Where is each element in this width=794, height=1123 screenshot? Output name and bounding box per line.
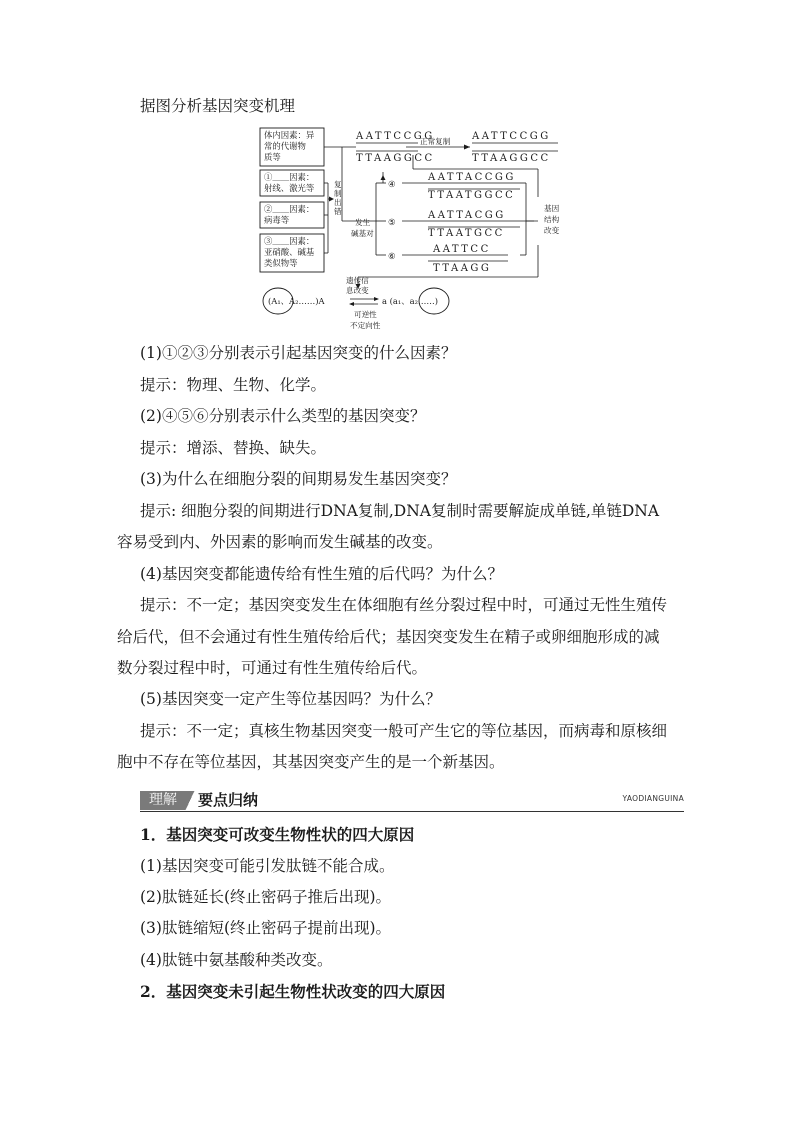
box1-line3: 质等 [264, 152, 281, 162]
box1-line1: 体内因素：异 [264, 130, 315, 140]
banner-slash [184, 791, 196, 810]
question-3: (3)为什么在细胞分裂的间期易发生基因突变？ [140, 470, 457, 488]
answer-3-line-2: 容易受到内、外因素的影响而发生碱基的改变。 [117, 533, 443, 551]
box3-line2: 病毒等 [264, 215, 290, 225]
question-4: (4)基因突变都能遗传给有性生殖的后代吗？为什么？ [140, 565, 503, 583]
answer-3-line-1: 提示: 细胞分裂的间期进行DNA复制,DNA复制时需要解旋成单链,单链DNA [140, 502, 660, 520]
marker-5: ⑤ [388, 217, 396, 227]
replication-error-4: 错 [334, 207, 342, 216]
base-pair-change-2: 碱基对 [351, 229, 374, 238]
nondirectional-label: 不定向性 [350, 321, 381, 330]
allele-right: a (a₁、a₂……) [382, 296, 439, 306]
marker-6: ⑥ [388, 251, 396, 261]
summary-point-2: 2．基因突变未引起生物性状改变的四大原因 [140, 982, 446, 1001]
box4-line2: 亚硝酸、碱基 [264, 247, 315, 257]
section-heading: 据图分析基因突变机理 [140, 97, 296, 115]
answer-5-line-1: 提示：不一定；真核生物基因突变一般可产生它的等位基因，而病毒和原核细 [140, 722, 668, 740]
summary-item-4: (4)肽链中氨基酸种类改变。 [140, 951, 333, 969]
question-2: (2)④⑤⑥分别表示什么类型的基因突变？ [140, 407, 426, 425]
normal-replication-label: 正常复制 [420, 137, 451, 146]
reversibility-label: 可逆性 [354, 310, 377, 319]
m5-bottom-strand: TTAATGCC [428, 228, 505, 239]
question-1: (1)①②③分别表示引起基因突变的什么因素？ [140, 344, 457, 362]
genetic-info-change-1: 遗传信 [346, 276, 369, 285]
m4-top-strand: AATTACCGG [428, 172, 516, 183]
dna-bottom-strand: TTAAGGCC [356, 153, 435, 164]
banner-title: 要点归纳 [198, 791, 259, 809]
summary-item-2: (2)肽链延长(终止密码子推后出现)。 [140, 888, 392, 906]
box4-line3: 类似物等 [264, 258, 298, 268]
structure-change-1: 基因 [544, 204, 560, 213]
copy-bottom-strand: TTAAGGCC [472, 153, 551, 164]
m5-top-strand: AATTACGG [428, 210, 506, 221]
m6-top-strand: AATTCC [433, 244, 491, 255]
marker-4: ④ [388, 179, 396, 189]
base-pair-change-1: 发生 [355, 218, 371, 227]
answer-1-line-1: 提示：物理、生物、化学。 [140, 376, 327, 394]
summary-point-1: 1．基因突变可改变生物性状的四大原因 [140, 825, 415, 844]
box2-line1: ①＿＿因素： [264, 172, 315, 182]
structure-change-3: 改变 [544, 226, 560, 235]
copy-top-strand: AATTCCGG [472, 131, 551, 142]
banner-pinyin: YAODIANGUINA [622, 794, 684, 803]
gene-mutation-mechanism-diagram [258, 125, 568, 337]
banner-rule [140, 811, 684, 812]
answer-4-line-3: 数分裂过程中时，可通过有性生殖传给后代。 [117, 659, 428, 677]
answer-5-line-2: 胞中不存在等位基因，其基因突变产生的是一个新基因。 [117, 753, 505, 771]
box3-line1: ②＿＿因素： [264, 204, 315, 214]
answer-4-line-2: 给后代，但不会通过有性生殖传给后代；基因突变发生在精子或卵细胞形成的减 [117, 628, 660, 646]
banner-tag: 理解 [140, 791, 186, 810]
summary-item-1: (1)基因突变可能引发肽链不能合成。 [140, 857, 395, 875]
structure-change-2: 结构 [544, 215, 560, 224]
question-5: (5)基因突变一定产生等位基因吗？为什么？ [140, 690, 441, 708]
dna-top-strand: AATTCCGG [356, 131, 435, 142]
box4-line1: ③＿＿因素： [264, 236, 315, 246]
answer-4-line-1: 提示：不一定；基因突变发生在体细胞有丝分裂过程中时，可通过无性生殖传 [140, 596, 668, 614]
replication-error-2: 制 [334, 189, 342, 198]
replication-error-3: 出 [334, 198, 342, 207]
key-points-banner [140, 790, 684, 812]
answer-2-line-1: 提示：增添、替换、缺失。 [140, 439, 327, 457]
m6-bottom-strand: TTAAGG [433, 263, 492, 274]
replication-error-1: 复 [334, 180, 342, 189]
box2-line2: 射线、激光等 [264, 183, 315, 193]
box1-line2: 常的代谢物 [264, 141, 306, 151]
allele-left: (A₁、A₂……)A [268, 296, 325, 306]
summary-item-3: (3)肽链缩短(终止密码子提前出现)。 [140, 919, 392, 937]
m4-bottom-strand: TTAATGGCC [428, 190, 516, 201]
genetic-info-change-2: 息改变 [346, 286, 369, 295]
